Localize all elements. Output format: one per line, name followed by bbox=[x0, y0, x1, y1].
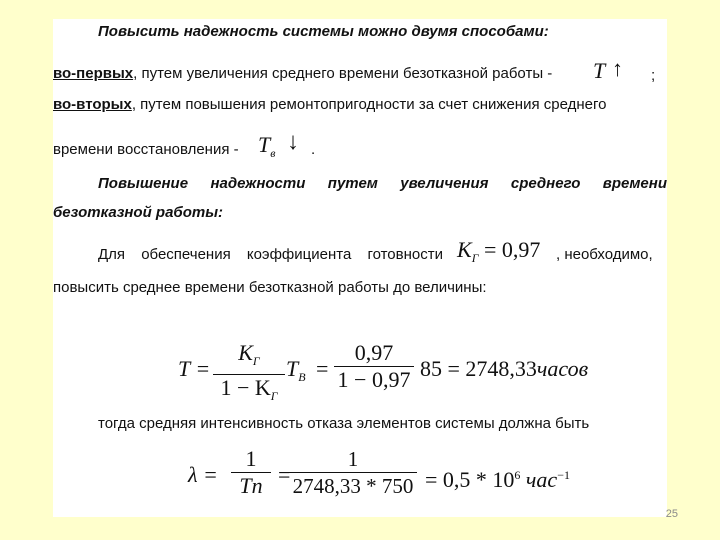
heading-increase-mtbf-line2: безотказной работы: bbox=[53, 204, 224, 221]
first-method-text: , путем увеличения среднего времени безотказной работы - bbox=[133, 65, 553, 82]
heading-increase-mtbf: Повышение надежности путем увеличения среднего времени bbox=[98, 175, 667, 192]
second-method-line bbox=[53, 96, 667, 114]
availability-coefficient: $K_Г = 0,97$ bbox=[457, 237, 541, 265]
formula1-fraction1: $K_Г$ $1 - K_Г$ bbox=[213, 341, 285, 408]
second-method-end: . bbox=[311, 141, 316, 158]
formula2-lambda: λ = bbox=[188, 462, 218, 487]
first-method-lead: во-первых bbox=[53, 65, 134, 82]
arrow-up-icon: ↑ bbox=[612, 56, 623, 81]
formula1-tb: $T_B$ bbox=[286, 356, 306, 384]
availability-intro: Для обеспечения коэффициента готовности bbox=[98, 246, 443, 263]
formula1-fraction2: 0,97 1 − 0,97 bbox=[334, 341, 414, 392]
formula2-fraction2: 1 2748,33 * 750 bbox=[289, 447, 417, 498]
formula1-lhs: T = bbox=[178, 356, 211, 381]
formula2-fraction1: 1 Tn bbox=[231, 447, 271, 498]
formula1-eq: = bbox=[316, 356, 329, 381]
formula1-result: 85 = 2748,33часов bbox=[420, 356, 589, 381]
second-method-lead: во-вторых bbox=[53, 96, 132, 113]
failure-rate-intro: тогда средняя интенсивность отказа элементов системы должна быть bbox=[98, 415, 590, 432]
page-number: 25 bbox=[665, 508, 678, 520]
availability-tail: , необходимо, bbox=[556, 246, 653, 263]
arrow-down-icon: ↓ bbox=[287, 129, 299, 155]
second-method-line2: времени восстановления - bbox=[53, 141, 239, 158]
recovery-time-symbol: $T_в$ bbox=[258, 132, 276, 160]
first-method-line bbox=[53, 65, 552, 83]
heading-two-methods: Повысить надежность системы можно двумя способами: bbox=[98, 23, 549, 40]
formula2-result: = $0,5 * 10^6$ час$^{-1}$ bbox=[425, 467, 570, 492]
formula2-eq: = bbox=[278, 462, 291, 487]
availability-line2: повысить среднее времени безотказной работы до величины: bbox=[53, 279, 487, 296]
first-method-end: ; bbox=[651, 67, 656, 84]
content-area bbox=[53, 19, 667, 517]
mtbf-symbol: T bbox=[593, 58, 606, 83]
second-method-text: , путем повышения ремонтопригодности за счет снижения среднего bbox=[131, 96, 607, 113]
